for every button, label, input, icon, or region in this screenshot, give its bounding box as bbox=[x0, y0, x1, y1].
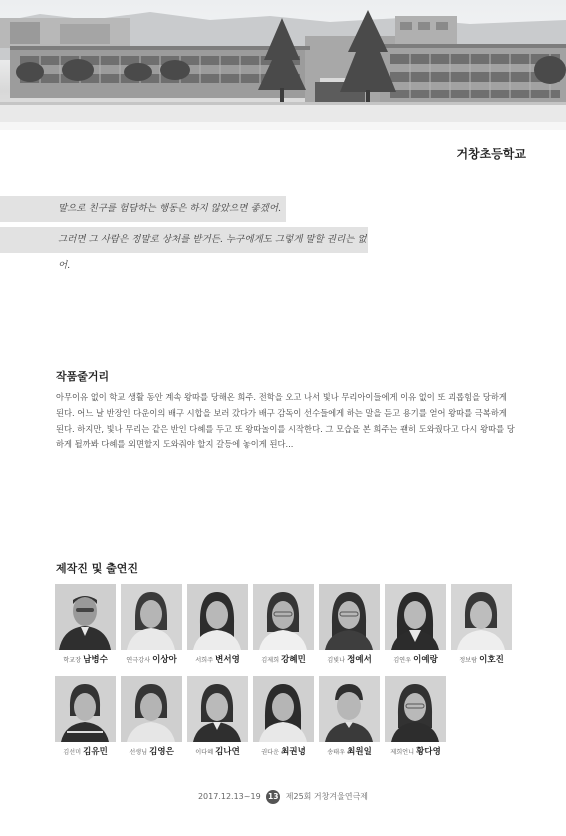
cast-caption bbox=[115, 653, 188, 665]
quote-band bbox=[0, 227, 368, 271]
cast-caption bbox=[313, 745, 386, 757]
cast-role: 김선미 bbox=[63, 749, 82, 756]
cast-caption bbox=[379, 745, 452, 757]
festival-dates: 2017.12.13~19 bbox=[197, 792, 261, 801]
portrait-photo bbox=[451, 584, 512, 650]
cast-caption bbox=[313, 653, 386, 665]
quote-text: 그러면 그 사람은 정말로 상처를 받거든. 누구에게도 그렇게 말할 권리는 없어. bbox=[58, 234, 367, 271]
portrait-photo bbox=[187, 676, 248, 742]
festival-name: 제25회 거창겨울연극제 bbox=[285, 792, 369, 801]
cast-name: 이호진 bbox=[479, 655, 504, 665]
cast-caption bbox=[379, 653, 452, 665]
cast-caption bbox=[445, 653, 518, 665]
cast-name: 이예랑 bbox=[413, 655, 438, 665]
school-building-illustration bbox=[0, 0, 566, 130]
cast-name: 김영은 bbox=[149, 747, 174, 757]
cast-role: 송태우 bbox=[327, 749, 346, 756]
cast-role: 정보람 bbox=[459, 657, 478, 664]
portrait-photo bbox=[121, 584, 182, 650]
cast-caption bbox=[49, 745, 122, 757]
portrait-photo bbox=[319, 676, 380, 742]
cast-name: 최권녕 bbox=[281, 747, 306, 757]
cast-caption bbox=[247, 745, 320, 757]
cast-role: 김제희 bbox=[261, 657, 280, 664]
portrait-photo bbox=[253, 584, 314, 650]
school-name: 거창초등학교 bbox=[456, 147, 526, 161]
cast-caption bbox=[181, 653, 254, 665]
quote-band bbox=[0, 196, 286, 222]
synopsis-body: 아무이유 없이 학교 생활 동안 계속 왕따를 당해온 희주. 전학을 오고 나서 빛나 무리아이들에게 이유 없이 또 괴롭힘을 당하게 된다. 어느 날 반장인 다운이의 배구 시합을 보러 갔다가 배구 감독이 선수들에게 하는 말을 듣고 용기를 얻어 왕따를 극복하게 된다. 하지만, 빛나 무리는 같은 반인 다혜를 두고 또 왕따놀이를 시작한다. 그 모습을 본 희주는 괜히 도와줬다고 다시 왕따를 당하게 될까봐 다혜를 외면할지 도와줘야 할지 갈등에 놓이게 된다... bbox=[56, 392, 515, 450]
cast-role: 학교장 bbox=[63, 657, 82, 664]
portrait-photo bbox=[319, 584, 380, 650]
cast-name: 변서영 bbox=[215, 655, 240, 665]
synopsis-title: 작품줄거리 bbox=[56, 370, 110, 383]
cast-section-title: 제작진 및 출연진 bbox=[56, 562, 139, 575]
portrait-photo bbox=[385, 584, 446, 650]
cast-name: 김유민 bbox=[83, 747, 108, 757]
portrait-photo bbox=[253, 676, 314, 742]
cast-role: 서희주 bbox=[195, 657, 214, 664]
cast-caption bbox=[181, 745, 254, 757]
school-building-photo bbox=[0, 0, 566, 130]
cast-name: 최원일 bbox=[347, 747, 372, 757]
cast-name: 남병수 bbox=[83, 655, 108, 665]
portrait-photo bbox=[55, 584, 116, 650]
cast-name: 정예서 bbox=[347, 655, 372, 665]
page-footer bbox=[0, 790, 566, 804]
cast-role: 이다혜 bbox=[195, 749, 214, 756]
cast-role: 선생님 bbox=[129, 749, 148, 756]
cast-name: 이상아 bbox=[152, 655, 177, 665]
cast-caption bbox=[49, 653, 122, 665]
cast-caption bbox=[247, 653, 320, 665]
cast-role: 제희언니 bbox=[390, 749, 415, 756]
cast-role: 연극강사 bbox=[126, 657, 151, 664]
cast-name: 김나연 bbox=[215, 747, 240, 757]
page-number-badge: 13 bbox=[266, 790, 280, 804]
portrait-photo bbox=[385, 676, 446, 742]
cast-name: 강혜민 bbox=[281, 655, 306, 665]
cast-role: 권다운 bbox=[261, 749, 280, 756]
portrait-photo bbox=[121, 676, 182, 742]
cast-role: 김빛나 bbox=[327, 657, 346, 664]
cast-caption bbox=[115, 745, 188, 757]
portrait-photo bbox=[187, 584, 248, 650]
cast-name: 황다영 bbox=[416, 747, 441, 757]
quote-text: 말으로 친구를 험담하는 행동은 하지 않았으면 좋겠어. bbox=[58, 203, 282, 214]
portrait-photo bbox=[55, 676, 116, 742]
cast-role: 김연우 bbox=[393, 657, 412, 664]
